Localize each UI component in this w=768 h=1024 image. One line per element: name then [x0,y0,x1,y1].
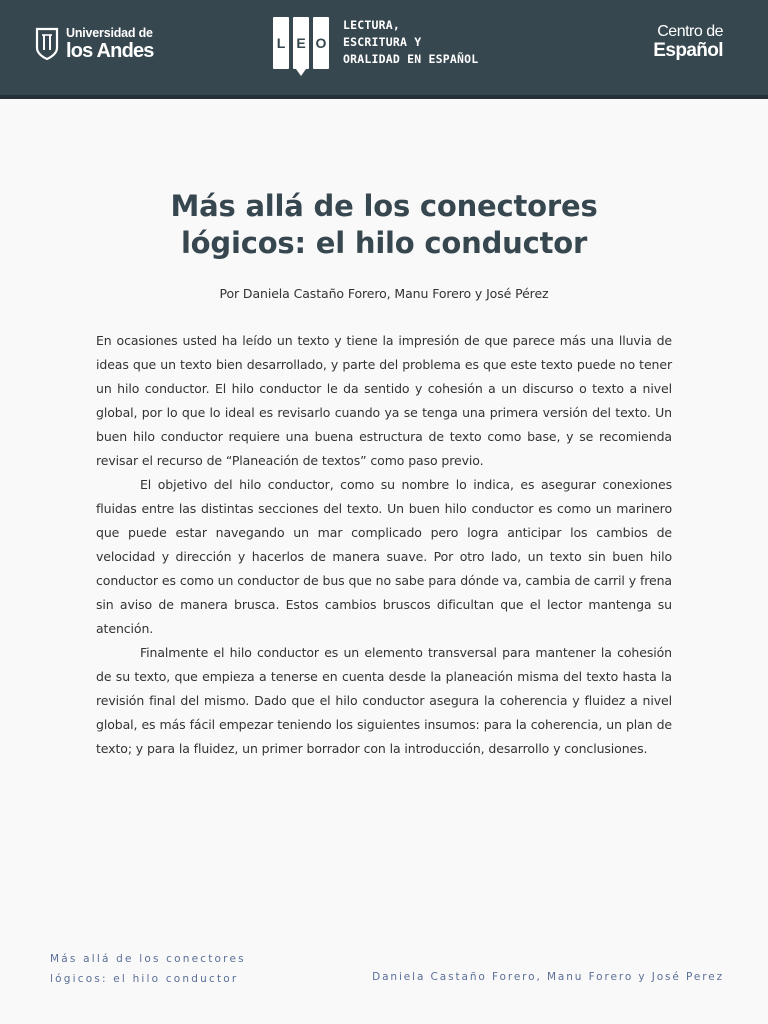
leo-letter-l: L [273,17,289,69]
leo-tagline-line3: ORALIDAD EN ESPAÑOL [343,52,479,66]
uniandes-logo [34,24,154,64]
footer-title [50,949,246,989]
paragraph-3: Finalmente el hilo conductor es un elemento transversal para mantener la cohesión de su texto, que empieza a tenerse en cuenta desde la planeación misma del texto hasta la revisión final del mismo. Dado que el hilo conductor asegura la coherencia y fluidez a nivel global, es más fácil empezar teniendo los siguientes insumos: para la coherencia, un plan de texto; y para la fluidez, un primer borrador con la introducción, desarrollo y conclusiones. [96,645,672,756]
document-authors: Por Daniela Castaño Forero, Manu Forero y José Pérez [219,286,549,301]
uniandes-shield-icon [34,26,60,62]
leo-tagline [343,17,478,68]
footer-title-line1: Más allá de los conectores [50,953,246,965]
paragraph-2: El objetivo del hilo conductor, como su nombre lo indica, es asegurar conexiones fluidas entre las distintas secciones del texto. Un buen hilo conductor es como un marinero que puede estar navegando un mar complicado pero logra anticipar los cambios de velocidad y dirección y hacerlos de manera suave. Por otro lado, un texto sin buen hilo conductor es como un conductor de bus que no sabe para dónde va, cambia de carril y frena sin aviso de manera brusca. Estos cambios bruscos dificultan que el lector mantenga su atención. [96,477,672,636]
uniandes-name-line1: Universidad de [66,26,153,41]
leo-tagline-line2: ESCRITURA Y [343,35,422,49]
uniandes-name-line2: los Andes [66,39,154,62]
leo-logo [273,17,478,69]
centro-line1: Centro de [657,23,723,40]
centro-espanol-logo [653,24,723,60]
title-line1: Más allá de los conectores [170,189,598,223]
paragraph-1: En ocasiones usted ha leído un texto y tiene la impresión de que parece más una lluvia de ideas que un texto bien desarrollado, y parte del problema es que este texto puede no tener un hilo conductor. El hilo conductor le da sentido y cohesión a un discurso o texto a nivel global, por lo que lo ideal es revisarlo cuando ya se tenga una primera versión del texto. Un buen hilo conductor requiere una buena estructura de texto como base, y se recomienda revisar el recurso de “Planeación de textos” como paso previo. [96,333,672,468]
footer-authors: Daniela Castaño Forero, Manu Forero y José Perez [372,971,724,983]
document-title [84,188,684,262]
centro-line2: Español [653,40,723,61]
title-line2: lógicos: el hilo conductor [180,226,588,260]
leo-tagline-line1: LECTURA, [343,18,400,32]
leo-letter-e: E [293,17,309,69]
document-body [96,329,672,761]
footer-title-line2: lógicos: el hilo conductor [50,973,239,985]
header-banner [0,0,768,99]
leo-letter-o: O [313,17,329,69]
